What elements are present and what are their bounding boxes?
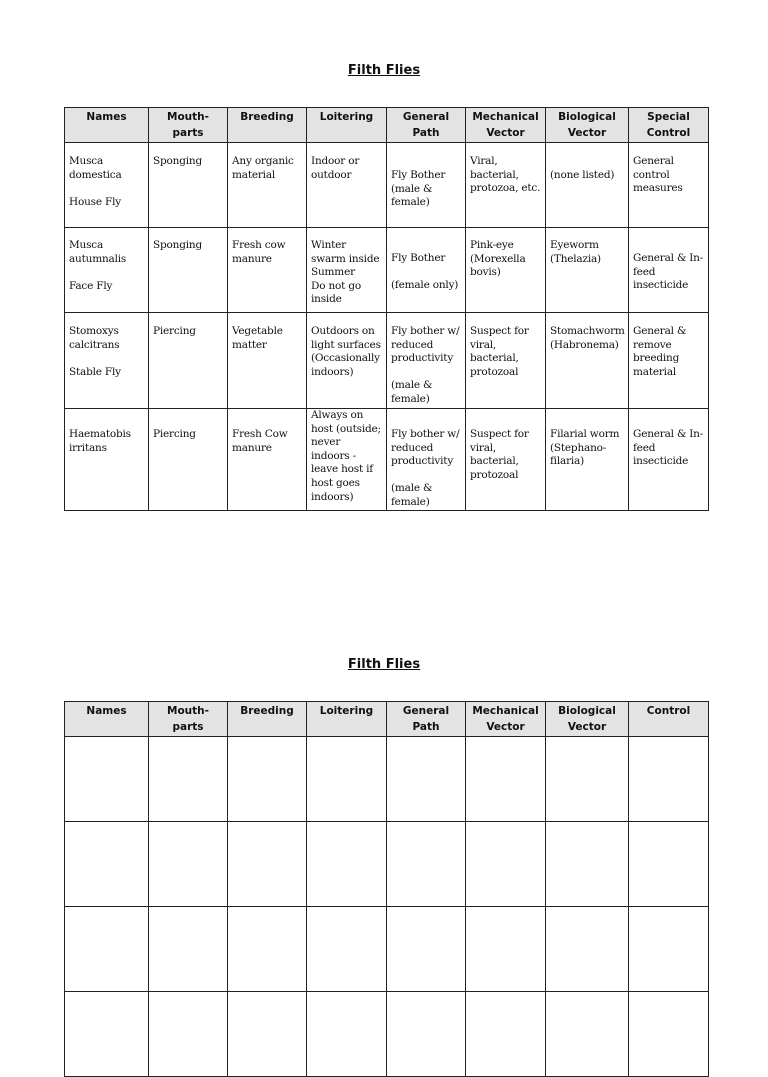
cell-biological-vector: Eyeworm (Thelazia) — [546, 228, 629, 313]
table-row — [65, 143, 709, 228]
blank-cell — [228, 992, 307, 1077]
header-mouthparts: Mouth- parts — [149, 702, 228, 737]
cell-mouthparts: Sponging — [149, 228, 228, 313]
header-row — [65, 108, 709, 143]
table2-title: Filth Flies — [347, 657, 421, 672]
header-breeding: Breeding — [228, 108, 307, 143]
cell-general-path: Fly Bother (female only) — [387, 228, 466, 313]
blank-cell — [629, 907, 709, 992]
cell-loitering: Outdoors on light surfaces (Occasionally indoors) — [307, 313, 387, 409]
blank-cell — [629, 992, 709, 1077]
cell-biological-vector: Stomachworm (Habronema) — [546, 313, 629, 409]
cell-mechanical-vector: Pink-eye (Morexella bovis) — [466, 228, 546, 313]
cell-loitering: Winter swarm inside Summer Do not go inside — [307, 228, 387, 313]
blank-cell — [149, 907, 228, 992]
blank-cell — [387, 992, 466, 1077]
blank-cell — [629, 822, 709, 907]
cell-mechanical-vector: Suspect for viral, bacterial, protozoal — [466, 409, 546, 511]
blank-row — [65, 822, 709, 907]
header-loitering: Loitering — [307, 702, 387, 737]
blank-cell — [629, 737, 709, 822]
blank-cell — [149, 737, 228, 822]
cell-general-path: Fly bother w/ reduced productivity (male & female) — [387, 313, 466, 409]
cell-biological-vector: Filarial worm (Stephano- filaria) — [546, 409, 629, 511]
cell-control: General & remove breeding material — [629, 313, 709, 409]
cell-breeding: Vegetable matter — [228, 313, 307, 409]
cell-biological-vector: (none listed) — [546, 143, 629, 228]
cell-control: General & In- feed insecticide — [629, 409, 709, 511]
blank-cell — [228, 907, 307, 992]
blank-cell — [149, 822, 228, 907]
blank-cell — [307, 822, 387, 907]
table1-title: Filth Flies — [347, 63, 421, 78]
blank-row — [65, 737, 709, 822]
blank-cell — [65, 737, 149, 822]
table-row — [65, 313, 709, 409]
cell-names: Stomoxys calcitrans Stable Fly — [65, 313, 149, 409]
cell-names: Haematobis irritans — [65, 409, 149, 511]
header-names: Names — [65, 108, 149, 143]
blank-row — [65, 907, 709, 992]
cell-general-path: Fly bother w/ reduced productivity (male & female) — [387, 409, 466, 511]
blank-cell — [466, 737, 546, 822]
blank-cell — [307, 737, 387, 822]
cell-loitering: Always on host (outside; never indoors - leave host if host goes indoors) — [307, 409, 387, 511]
blank-cell — [387, 822, 466, 907]
blank-worksheet-table — [64, 701, 709, 1077]
blank-cell — [228, 737, 307, 822]
cell-mouthparts: Piercing — [149, 409, 228, 511]
cell-mouthparts: Piercing — [149, 313, 228, 409]
header-names: Names — [65, 702, 149, 737]
filth-flies-table — [64, 107, 709, 511]
blank-cell — [387, 907, 466, 992]
blank-cell — [466, 822, 546, 907]
blank-cell — [546, 992, 629, 1077]
blank-cell — [65, 822, 149, 907]
header-breeding: Breeding — [228, 702, 307, 737]
cell-control: General & In- feed insecticide — [629, 228, 709, 313]
cell-breeding: Any organic material — [228, 143, 307, 228]
header-row — [65, 702, 709, 737]
table-row — [65, 228, 709, 313]
cell-mechanical-vector: Suspect for viral, bacterial, protozoal — [466, 313, 546, 409]
blank-cell — [546, 907, 629, 992]
header-biological-vector: Biological Vector — [546, 108, 629, 143]
cell-control: General control measures — [629, 143, 709, 228]
cell-names: Musca autumnalis Face Fly — [65, 228, 149, 313]
cell-mouthparts: Sponging — [149, 143, 228, 228]
blank-cell — [466, 907, 546, 992]
cell-breeding: Fresh Cow manure — [228, 409, 307, 511]
blank-cell — [228, 822, 307, 907]
blank-cell — [307, 992, 387, 1077]
blank-cell — [387, 737, 466, 822]
header-mechanical-vector: Mechanical Vector — [466, 108, 546, 143]
header-special-control: Special Control — [629, 108, 709, 143]
cell-loitering: Indoor or outdoor — [307, 143, 387, 228]
table-row — [65, 409, 709, 511]
blank-cell — [149, 992, 228, 1077]
blank-row — [65, 992, 709, 1077]
cell-mechanical-vector: Viral, bacterial, protozoa, etc. — [466, 143, 546, 228]
blank-cell — [65, 907, 149, 992]
header-mouthparts: Mouth- parts — [149, 108, 228, 143]
blank-cell — [546, 822, 629, 907]
cell-breeding: Fresh cow manure — [228, 228, 307, 313]
blank-cell — [546, 737, 629, 822]
header-general-path: General Path — [387, 108, 466, 143]
blank-cell — [65, 992, 149, 1077]
blank-cell — [307, 907, 387, 992]
header-general-path: General Path — [387, 702, 466, 737]
cell-names: Musca domestica House Fly — [65, 143, 149, 228]
header-mechanical-vector: Mechanical Vector — [466, 702, 546, 737]
header-biological-vector: Biological Vector — [546, 702, 629, 737]
header-loitering: Loitering — [307, 108, 387, 143]
blank-cell — [466, 992, 546, 1077]
cell-general-path: Fly Bother (male & female) — [387, 143, 466, 228]
header-control: Control — [629, 702, 709, 737]
